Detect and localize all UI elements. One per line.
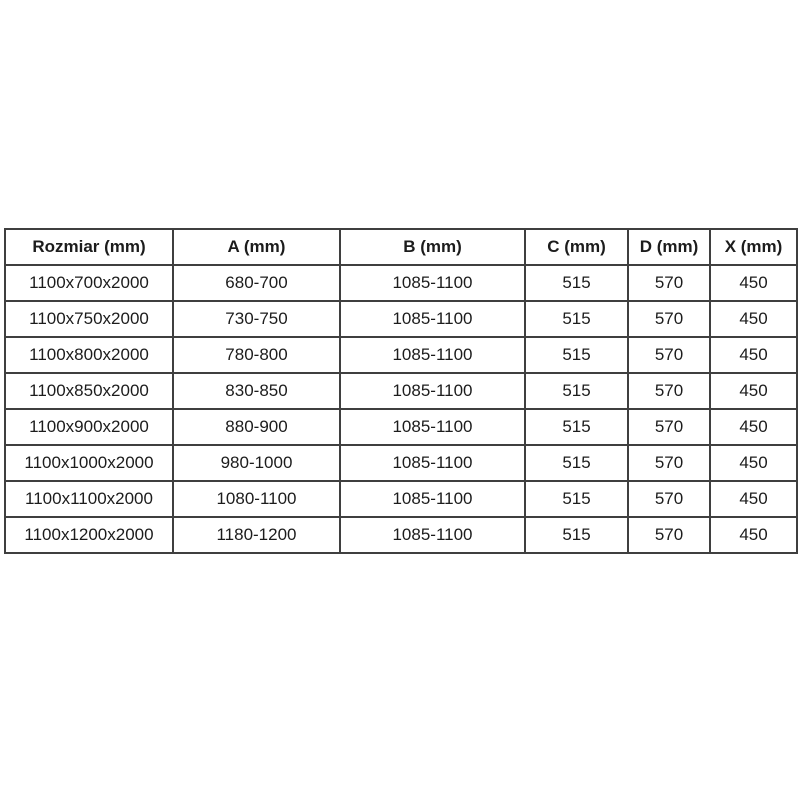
table-cell: 450 bbox=[710, 517, 797, 553]
table-cell: 980-1000 bbox=[173, 445, 340, 481]
table-row bbox=[5, 265, 797, 301]
table-cell: 730-750 bbox=[173, 301, 340, 337]
table-cell: 450 bbox=[710, 265, 797, 301]
table-cell: 515 bbox=[525, 373, 628, 409]
table-cell: 680-700 bbox=[173, 265, 340, 301]
table-cell: 570 bbox=[628, 265, 710, 301]
header-cell-rozmiar: Rozmiar (mm) bbox=[5, 229, 173, 265]
table-cell: 570 bbox=[628, 481, 710, 517]
table-cell: 1100x900x2000 bbox=[5, 409, 173, 445]
table-cell: 570 bbox=[628, 373, 710, 409]
table-cell: 830-850 bbox=[173, 373, 340, 409]
table-row bbox=[5, 409, 797, 445]
table-cell: 570 bbox=[628, 517, 710, 553]
table-cell: 450 bbox=[710, 409, 797, 445]
table-cell: 1085-1100 bbox=[340, 517, 525, 553]
table-cell: 570 bbox=[628, 337, 710, 373]
table-cell: 450 bbox=[710, 445, 797, 481]
table-cell: 450 bbox=[710, 337, 797, 373]
table-row bbox=[5, 481, 797, 517]
table-row bbox=[5, 517, 797, 553]
table-cell: 570 bbox=[628, 445, 710, 481]
table-cell: 1100x700x2000 bbox=[5, 265, 173, 301]
table-cell: 515 bbox=[525, 481, 628, 517]
table-row bbox=[5, 373, 797, 409]
table-cell: 1085-1100 bbox=[340, 301, 525, 337]
table-cell: 450 bbox=[710, 373, 797, 409]
table-cell: 880-900 bbox=[173, 409, 340, 445]
table-row bbox=[5, 445, 797, 481]
table-cell: 450 bbox=[710, 301, 797, 337]
table-cell: 1180-1200 bbox=[173, 517, 340, 553]
header-cell-a: A (mm) bbox=[173, 229, 340, 265]
table-row bbox=[5, 337, 797, 373]
table-cell: 450 bbox=[710, 481, 797, 517]
size-dimensions-table bbox=[4, 228, 798, 554]
table-cell: 1100x850x2000 bbox=[5, 373, 173, 409]
table-cell: 570 bbox=[628, 409, 710, 445]
table-cell: 515 bbox=[525, 445, 628, 481]
table-cell: 570 bbox=[628, 301, 710, 337]
header-cell-b: B (mm) bbox=[340, 229, 525, 265]
table-cell: 1085-1100 bbox=[340, 409, 525, 445]
table-cell: 1085-1100 bbox=[340, 265, 525, 301]
table-cell: 1100x750x2000 bbox=[5, 301, 173, 337]
table-header-row bbox=[5, 229, 797, 265]
table-cell: 1100x800x2000 bbox=[5, 337, 173, 373]
header-cell-c: C (mm) bbox=[525, 229, 628, 265]
table-cell: 1080-1100 bbox=[173, 481, 340, 517]
table-cell: 1100x1200x2000 bbox=[5, 517, 173, 553]
table-cell: 515 bbox=[525, 337, 628, 373]
table-cell: 515 bbox=[525, 265, 628, 301]
table-cell: 1085-1100 bbox=[340, 481, 525, 517]
table-row bbox=[5, 301, 797, 337]
table-cell: 515 bbox=[525, 409, 628, 445]
table-cell: 1100x1100x2000 bbox=[5, 481, 173, 517]
header-cell-d: D (mm) bbox=[628, 229, 710, 265]
table-cell: 1085-1100 bbox=[340, 337, 525, 373]
table-cell: 1085-1100 bbox=[340, 445, 525, 481]
table-cell: 1100x1000x2000 bbox=[5, 445, 173, 481]
header-cell-x: X (mm) bbox=[710, 229, 797, 265]
table-cell: 780-800 bbox=[173, 337, 340, 373]
table-cell: 515 bbox=[525, 517, 628, 553]
table-cell: 515 bbox=[525, 301, 628, 337]
table-cell: 1085-1100 bbox=[340, 373, 525, 409]
